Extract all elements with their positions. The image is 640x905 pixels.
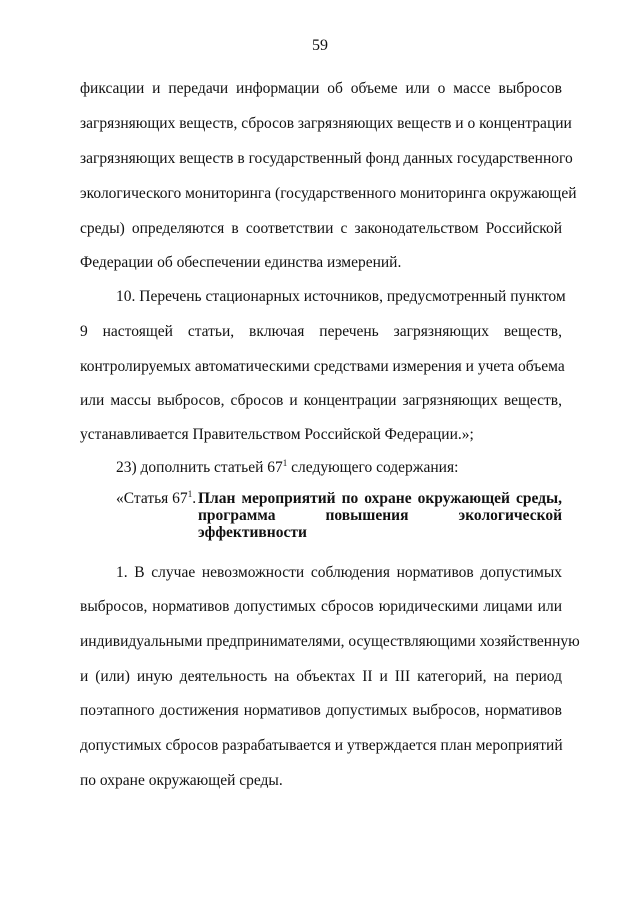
article-label-text: «Статья 67 — [116, 490, 188, 507]
para3-line-2: выбросов, нормативов допустимых сбросов юридическими лицами или — [80, 598, 562, 615]
para3-line-7: по охране окружающей среды. — [80, 772, 283, 789]
para1-line-6: Федерации об обеспечении единства измерений. — [80, 254, 402, 271]
para3-line-5: поэтапного достижения нормативов допустимых выбросов, нормативов — [80, 702, 562, 719]
para3-line-3: индивидуальными предпринимателями, осуществляющими хозяйственную — [80, 633, 580, 650]
para1-line-5: среды) определяются в соответствии с законодательством Российской — [80, 220, 562, 237]
para1-line-4: экологического мониторинга (государственного мониторинга окружающей — [80, 185, 577, 202]
para1-line-1: фиксации и передачи информации об объеме или о массе выбросов — [80, 80, 562, 97]
para3-line-4: и (или) иную деятельность на объектах II и III категорий, на период — [80, 668, 562, 685]
item-23 — [116, 458, 562, 478]
para2-line-1: 10. Перечень стационарных источников, предусмотренный пунктом — [116, 288, 566, 305]
para3-line-6: допустимых сбросов разрабатывается и утверждается план мероприятий — [80, 737, 563, 754]
para2-line-2: 9 настоящей статьи, включая перечень загрязняющих веществ, — [80, 323, 562, 340]
item-23-text: 23) дополнить статьей 67 — [116, 459, 283, 476]
article-label-period: . — [192, 490, 197, 507]
article-title-line-2: программа повышения экологической — [198, 507, 562, 524]
page-number: 59 — [312, 37, 328, 54]
article-title-line-3: эффективности — [198, 524, 307, 541]
para2-line-3: контролируемых автоматическими средствами измерения и учета объема — [80, 358, 565, 375]
para1-line-2: загрязняющих веществ, сбросов загрязняющих веществ и о концентрации — [80, 115, 572, 132]
para2-line-4: или массы выбросов, сбросов и концентрации загрязняющих веществ, — [80, 392, 562, 409]
item-23-text-end: следующего содержания: — [287, 459, 459, 476]
para1-line-3: загрязняющих веществ в государственный фонд данных государственного — [80, 150, 573, 167]
para3-line-1: 1. В случае невозможности соблюдения нормативов допустимых — [116, 564, 562, 581]
article-label-superscript: 1 — [187, 488, 193, 499]
article-label — [116, 489, 196, 509]
article-title-line-1: План мероприятий по охране окружающей среды, — [198, 490, 562, 507]
para2-line-5: устанавливается Правительством Российской Федерации.»; — [80, 426, 474, 443]
item-23-superscript: 1 — [282, 457, 288, 468]
